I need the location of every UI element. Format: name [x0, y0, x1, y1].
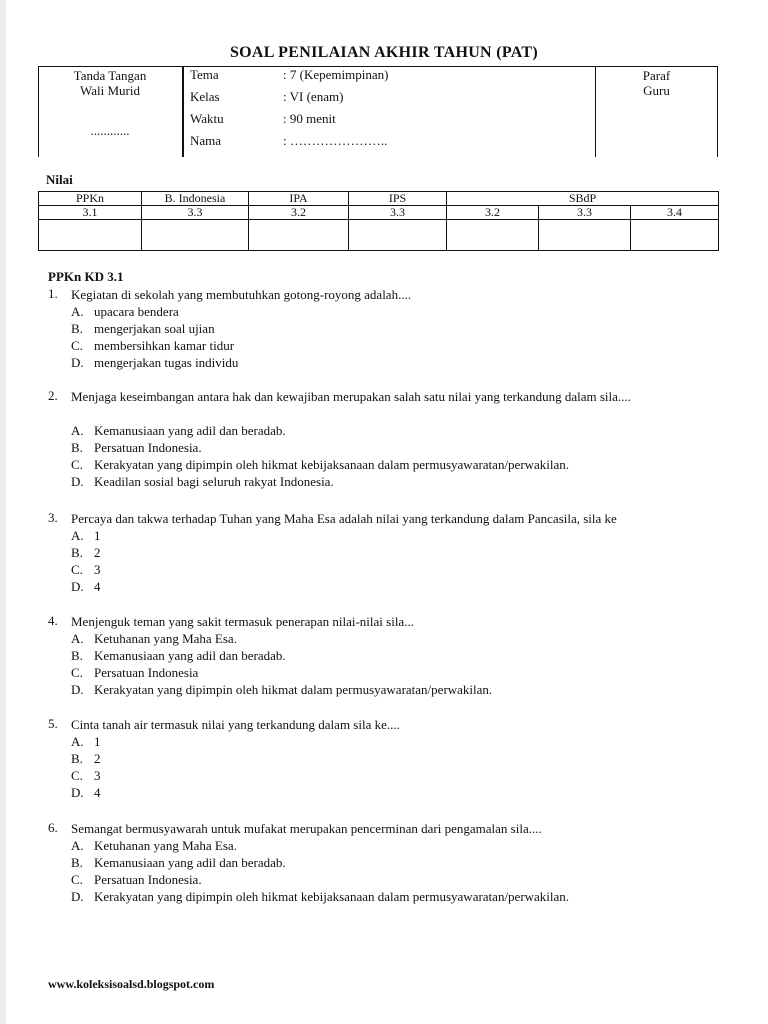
option-letter: C.	[71, 338, 83, 353]
info-key: Waktu	[190, 111, 224, 126]
signature-block	[38, 68, 182, 138]
question-number: 4.	[48, 613, 58, 628]
option-text: Persatuan Indonesia	[94, 665, 199, 680]
option-letter: C.	[71, 562, 83, 577]
option-text: 2	[94, 545, 101, 560]
option-text: 3	[94, 562, 101, 577]
paraf-label: Guru	[643, 83, 670, 98]
question-number: 6.	[48, 820, 58, 835]
option-letter: A.	[71, 838, 84, 853]
question-stem: Percaya dan takwa terhadap Tuhan yang Maha Esa adalah nilai yang terkandung dalam Pancasila, sila ke	[71, 511, 617, 526]
page-title: SOAL PENILAIAN AKHIR TAHUN (PAT)	[229, 44, 538, 61]
answer-option	[71, 647, 286, 664]
option-text: Kemanusiaan yang adil dan beradab.	[94, 855, 286, 870]
kd-cell: 3.1	[39, 206, 142, 220]
option-letter: B.	[71, 545, 83, 560]
signature-label: Tanda Tangan	[73, 68, 147, 83]
answer-option	[71, 320, 215, 337]
signature-dots: ............	[90, 123, 130, 138]
question-number: 3.	[48, 510, 58, 525]
answer-option	[71, 561, 101, 578]
kd-cell: 3.3	[349, 206, 447, 220]
question-number: 1.	[48, 286, 58, 301]
kd-cell: 3.3	[539, 206, 631, 220]
option-text: Kemanusiaan yang adil dan beradab.	[94, 648, 286, 663]
answer-option	[71, 733, 101, 750]
score-cell	[631, 220, 719, 251]
answer-option	[71, 888, 569, 905]
score-cell	[39, 220, 142, 251]
answer-option	[71, 473, 334, 490]
page-edge	[0, 0, 6, 1024]
option-text: 1	[94, 528, 101, 543]
answer-option	[71, 854, 286, 871]
subject-header: PPKn	[39, 192, 142, 206]
info-value: : VI (enam)	[283, 89, 344, 104]
option-text: 2	[94, 751, 101, 766]
subject-header: IPA	[249, 192, 349, 206]
option-letter: B.	[71, 648, 83, 663]
option-text: membersihkan kamar tidur	[94, 338, 235, 353]
question-stem: Semangat bermusyawarah untuk mufakat merupakan pencerminan dari pengamalan sila....	[71, 821, 542, 836]
option-letter: D.	[71, 579, 84, 594]
info-key: Tema	[190, 67, 219, 82]
info-key: Nama	[190, 133, 222, 148]
option-text: 4	[94, 785, 101, 800]
kd-cell: 3.4	[631, 206, 719, 220]
answer-option	[71, 578, 101, 595]
answer-option	[71, 303, 179, 320]
question-stem: Cinta tanah air termasuk nilai yang terkandung dalam sila ke....	[71, 717, 400, 732]
score-cell	[142, 220, 249, 251]
option-letter: D.	[71, 355, 84, 370]
question-stem: Menjaga keseimbangan antara hak dan kewajiban merupakan salah satu nilai yang terkandung dalam sila....	[71, 389, 631, 404]
score-table	[38, 191, 719, 251]
score-cell	[249, 220, 349, 251]
option-letter: A.	[71, 304, 84, 319]
signature-label: Wali Murid	[80, 83, 140, 98]
answer-option	[71, 767, 101, 784]
option-letter: A.	[71, 734, 84, 749]
subject-header: B. Indonesia	[142, 192, 249, 206]
question-number: 5.	[48, 716, 58, 731]
option-letter: C.	[71, 457, 83, 472]
answer-option	[71, 544, 101, 561]
answer-option	[71, 439, 202, 456]
answer-option	[71, 784, 101, 801]
answer-option	[71, 837, 237, 854]
option-letter: B.	[71, 751, 83, 766]
info-key: Kelas	[190, 89, 220, 104]
header-box	[38, 66, 718, 157]
option-letter: D.	[71, 474, 84, 489]
option-letter: B.	[71, 321, 83, 336]
option-text: mengerjakan soal ujian	[94, 321, 215, 336]
info-value: : 7 (Kepemimpinan)	[283, 67, 389, 82]
score-cell	[447, 220, 539, 251]
answer-option	[71, 422, 286, 439]
option-letter: C.	[71, 872, 83, 887]
option-letter: A.	[71, 631, 84, 646]
footer-url: www.koleksisoalsd.blogspot.com	[48, 977, 215, 991]
option-text: Kerakyatan yang dipimpin oleh hikmat kebijaksanaan dalam permusyawaratan/perwakilan.	[94, 457, 570, 472]
option-text: Ketuhanan yang Maha Esa.	[94, 838, 237, 853]
section-title: PPKn KD 3.1	[48, 269, 124, 284]
question-stem: Kegiatan di sekolah yang membutuhkan gotong-royong adalah....	[71, 287, 412, 302]
kd-cell: 3.2	[447, 206, 539, 220]
option-text: Kerakyatan yang dipimpin oleh hikmat kebijaksanaan dalam permusyawaratan/perwakilan.	[94, 889, 570, 904]
option-letter: A.	[71, 423, 84, 438]
option-letter: B.	[71, 855, 83, 870]
option-letter: D.	[71, 785, 84, 800]
info-value: : …………………..	[283, 133, 388, 148]
subject-header: IPS	[349, 192, 447, 206]
option-letter: C.	[71, 665, 83, 680]
option-text: mengerjakan tugas individu	[94, 355, 239, 370]
option-text: Kerakyatan yang dipimpin oleh hikmat dalam permusyawaratan/perwakilan.	[94, 682, 493, 697]
info-value: : 90 menit	[283, 111, 336, 126]
option-text: Kemanusiaan yang adil dan beradab.	[94, 423, 286, 438]
kd-cell: 3.2	[249, 206, 349, 220]
option-text: Ketuhanan yang Maha Esa.	[94, 631, 237, 646]
option-text: 3	[94, 768, 101, 783]
option-text: Keadilan sosial bagi seluruh rakyat Indonesia.	[94, 474, 334, 489]
option-letter: D.	[71, 889, 84, 904]
answer-option	[71, 750, 101, 767]
subject-header: SBdP	[447, 192, 719, 206]
option-letter: C.	[71, 768, 83, 783]
answer-option	[71, 527, 101, 544]
paraf-block	[596, 68, 717, 98]
nilai-label: Nilai	[46, 172, 73, 187]
option-text: upacara bendera	[94, 304, 179, 319]
option-letter: A.	[71, 528, 84, 543]
score-cell	[349, 220, 447, 251]
box-divider-left	[182, 67, 184, 157]
question-number: 2.	[48, 388, 58, 403]
score-cell	[539, 220, 631, 251]
answer-option	[71, 630, 237, 647]
option-text: Persatuan Indonesia.	[94, 440, 202, 455]
answer-option	[71, 871, 202, 888]
answer-option	[71, 337, 234, 354]
option-letter: D.	[71, 682, 84, 697]
answer-option	[71, 456, 569, 473]
answer-option	[71, 681, 492, 698]
option-text: 1	[94, 734, 101, 749]
answer-option	[71, 354, 238, 371]
question-stem: Menjenguk teman yang sakit termasuk penerapan nilai-nilai sila...	[71, 614, 414, 629]
kd-cell: 3.3	[142, 206, 249, 220]
option-text: Persatuan Indonesia.	[94, 872, 202, 887]
answer-option	[71, 664, 198, 681]
option-text: 4	[94, 579, 101, 594]
box-right-border	[717, 67, 718, 157]
paraf-label: Paraf	[642, 68, 671, 83]
option-letter: B.	[71, 440, 83, 455]
